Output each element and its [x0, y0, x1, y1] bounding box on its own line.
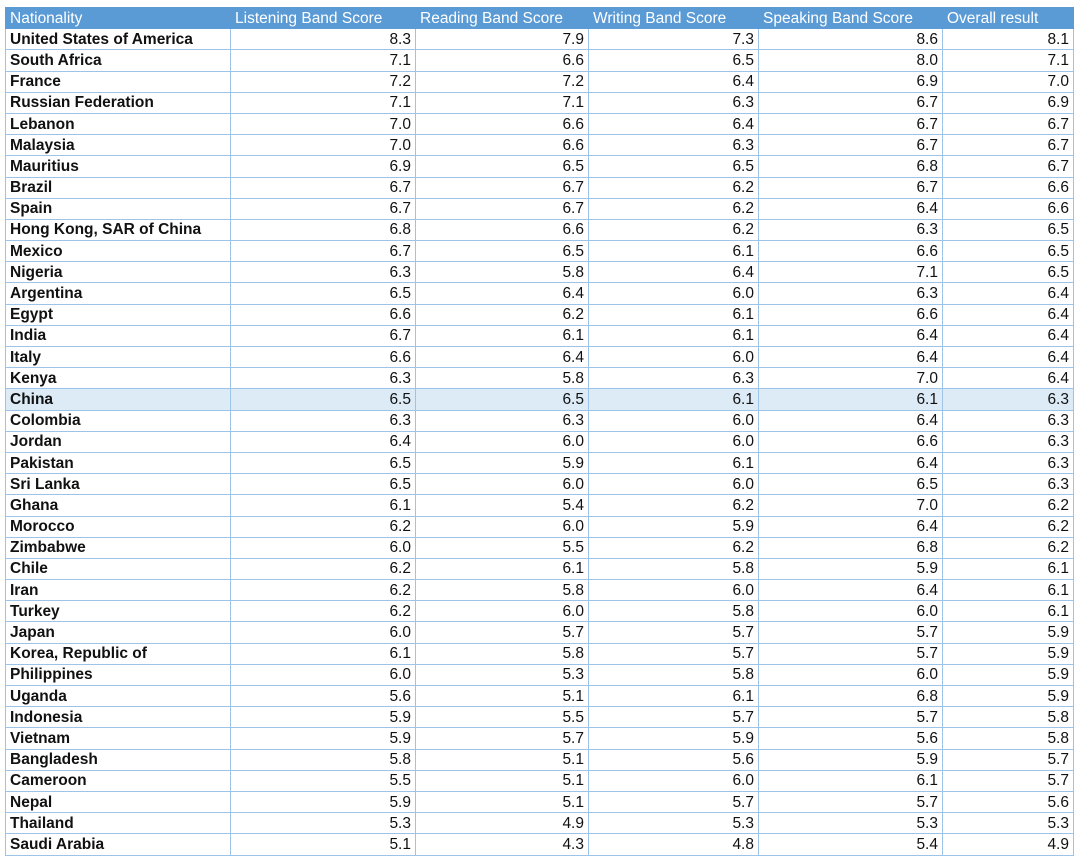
- cell-speaking[interactable]: 6.0: [759, 664, 943, 685]
- cell-writing[interactable]: 5.8: [589, 558, 759, 579]
- cell-overall[interactable]: 6.1: [943, 580, 1074, 601]
- table-row: [6, 198, 1074, 219]
- cell-reading[interactable]: 6.5: [416, 389, 589, 410]
- cell-overall[interactable]: 6.4: [943, 304, 1074, 325]
- cell-listening[interactable]: 6.5: [231, 283, 416, 304]
- table-row: [6, 368, 1074, 389]
- cell-reading[interactable]: 6.4: [416, 347, 589, 368]
- cell-listening[interactable]: 5.1: [231, 834, 416, 855]
- table-row: [6, 410, 1074, 431]
- cell-speaking[interactable]: 6.7: [759, 113, 943, 134]
- cell-writing[interactable]: 6.2: [589, 219, 759, 240]
- cell-speaking[interactable]: 6.8: [759, 156, 943, 177]
- cell-listening[interactable]: 5.3: [231, 813, 416, 834]
- table-row: [6, 516, 1074, 537]
- cell-listening[interactable]: 6.0: [231, 537, 416, 558]
- cell-overall[interactable]: 6.4: [943, 368, 1074, 389]
- cell-writing[interactable]: 6.0: [589, 770, 759, 791]
- cell-listening[interactable]: 6.7: [231, 198, 416, 219]
- table-row: [6, 791, 1074, 812]
- header-writing[interactable]: Writing Band Score: [589, 8, 759, 29]
- cell-listening[interactable]: 6.3: [231, 262, 416, 283]
- cell-listening[interactable]: 6.9: [231, 156, 416, 177]
- cell-listening[interactable]: 6.4: [231, 431, 416, 452]
- cell-overall[interactable]: 5.9: [943, 643, 1074, 664]
- cell-overall[interactable]: 6.7: [943, 135, 1074, 156]
- cell-listening[interactable]: 6.1: [231, 495, 416, 516]
- cell-overall[interactable]: 6.4: [943, 325, 1074, 346]
- cell-listening[interactable]: 5.9: [231, 791, 416, 812]
- cell-writing[interactable]: 6.3: [589, 368, 759, 389]
- cell-writing[interactable]: 6.0: [589, 410, 759, 431]
- cell-speaking[interactable]: 6.0: [759, 601, 943, 622]
- cell-nationality[interactable]: Nepal: [6, 791, 231, 812]
- cell-reading[interactable]: 6.7: [416, 198, 589, 219]
- cell-overall[interactable]: 6.5: [943, 241, 1074, 262]
- cell-speaking[interactable]: 6.4: [759, 347, 943, 368]
- cell-writing[interactable]: 6.4: [589, 113, 759, 134]
- table-row: [6, 113, 1074, 134]
- cell-overall[interactable]: 5.9: [943, 686, 1074, 707]
- cell-speaking[interactable]: 6.3: [759, 219, 943, 240]
- header-listening[interactable]: Listening Band Score: [231, 8, 416, 29]
- cell-overall[interactable]: 5.7: [943, 770, 1074, 791]
- cell-nationality[interactable]: Iran: [6, 580, 231, 601]
- cell-reading[interactable]: 6.0: [416, 431, 589, 452]
- cell-nationality[interactable]: Cameroon: [6, 770, 231, 791]
- cell-speaking[interactable]: 7.1: [759, 262, 943, 283]
- cell-speaking[interactable]: 5.7: [759, 791, 943, 812]
- cell-reading[interactable]: 5.8: [416, 262, 589, 283]
- cell-listening[interactable]: 6.0: [231, 664, 416, 685]
- cell-writing[interactable]: 6.1: [589, 452, 759, 473]
- cell-reading[interactable]: 5.7: [416, 728, 589, 749]
- cell-listening[interactable]: 8.3: [231, 29, 416, 50]
- cell-nationality[interactable]: Korea, Republic of: [6, 643, 231, 664]
- cell-speaking[interactable]: 6.4: [759, 198, 943, 219]
- header-nationality[interactable]: Nationality: [6, 8, 231, 29]
- cell-reading[interactable]: 4.9: [416, 813, 589, 834]
- cell-speaking[interactable]: 6.4: [759, 580, 943, 601]
- cell-writing[interactable]: 5.7: [589, 791, 759, 812]
- cell-speaking[interactable]: 6.6: [759, 431, 943, 452]
- cell-listening[interactable]: 7.0: [231, 135, 416, 156]
- cell-nationality[interactable]: Ghana: [6, 495, 231, 516]
- cell-writing[interactable]: 6.1: [589, 389, 759, 410]
- cell-speaking[interactable]: 6.5: [759, 474, 943, 495]
- cell-nationality[interactable]: Thailand: [6, 813, 231, 834]
- cell-speaking[interactable]: 8.0: [759, 50, 943, 71]
- cell-overall[interactable]: 6.9: [943, 92, 1074, 113]
- scores-table: [5, 7, 1074, 856]
- cell-speaking[interactable]: 5.4: [759, 834, 943, 855]
- cell-nationality[interactable]: Nigeria: [6, 262, 231, 283]
- cell-speaking[interactable]: 6.4: [759, 325, 943, 346]
- cell-listening[interactable]: 7.1: [231, 92, 416, 113]
- cell-speaking[interactable]: 5.7: [759, 707, 943, 728]
- cell-reading[interactable]: 5.4: [416, 495, 589, 516]
- cell-listening[interactable]: 6.2: [231, 580, 416, 601]
- table-row: [6, 452, 1074, 473]
- cell-reading[interactable]: 6.7: [416, 177, 589, 198]
- cell-listening[interactable]: 6.7: [231, 325, 416, 346]
- cell-writing[interactable]: 6.1: [589, 241, 759, 262]
- table-row: [6, 71, 1074, 92]
- cell-nationality[interactable]: South Africa: [6, 50, 231, 71]
- table-row: [6, 474, 1074, 495]
- cell-listening[interactable]: 7.1: [231, 50, 416, 71]
- cell-reading[interactable]: 6.0: [416, 474, 589, 495]
- cell-reading[interactable]: 5.1: [416, 686, 589, 707]
- cell-writing[interactable]: 6.5: [589, 50, 759, 71]
- cell-listening[interactable]: 5.6: [231, 686, 416, 707]
- cell-writing[interactable]: 6.5: [589, 156, 759, 177]
- table-row: [6, 537, 1074, 558]
- cell-reading[interactable]: 5.1: [416, 770, 589, 791]
- cell-speaking[interactable]: 8.6: [759, 29, 943, 50]
- table-row: [6, 728, 1074, 749]
- cell-nationality[interactable]: Colombia: [6, 410, 231, 431]
- cell-nationality[interactable]: Vietnam: [6, 728, 231, 749]
- cell-writing[interactable]: 6.0: [589, 283, 759, 304]
- cell-reading[interactable]: 5.3: [416, 664, 589, 685]
- cell-writing[interactable]: 5.7: [589, 622, 759, 643]
- cell-overall[interactable]: 6.2: [943, 537, 1074, 558]
- cell-reading[interactable]: 6.6: [416, 113, 589, 134]
- cell-writing[interactable]: 6.0: [589, 431, 759, 452]
- cell-writing[interactable]: 5.7: [589, 707, 759, 728]
- table-row: [6, 580, 1074, 601]
- cell-nationality[interactable]: Sri Lanka: [6, 474, 231, 495]
- cell-reading[interactable]: 6.3: [416, 410, 589, 431]
- cell-overall[interactable]: 6.7: [943, 156, 1074, 177]
- cell-speaking[interactable]: 6.1: [759, 770, 943, 791]
- table-row: [6, 431, 1074, 452]
- cell-reading[interactable]: 5.1: [416, 791, 589, 812]
- cell-speaking[interactable]: 6.7: [759, 135, 943, 156]
- table-row: [6, 643, 1074, 664]
- table-row: [6, 283, 1074, 304]
- cell-reading[interactable]: 6.5: [416, 241, 589, 262]
- header-reading[interactable]: Reading Band Score: [416, 8, 589, 29]
- table-row: [6, 304, 1074, 325]
- table-row: [6, 389, 1074, 410]
- cell-speaking[interactable]: 6.6: [759, 304, 943, 325]
- cell-overall[interactable]: 5.9: [943, 664, 1074, 685]
- cell-nationality[interactable]: Lebanon: [6, 113, 231, 134]
- header-overall[interactable]: Overall result: [943, 8, 1074, 29]
- table-row: [6, 241, 1074, 262]
- cell-speaking[interactable]: 7.0: [759, 368, 943, 389]
- cell-nationality[interactable]: Zimbabwe: [6, 537, 231, 558]
- cell-listening[interactable]: 6.3: [231, 368, 416, 389]
- cell-writing[interactable]: 5.9: [589, 728, 759, 749]
- header-speaking[interactable]: Speaking Band Score: [759, 8, 943, 29]
- cell-reading[interactable]: 6.1: [416, 325, 589, 346]
- table-body: [6, 29, 1074, 855]
- cell-speaking[interactable]: 7.0: [759, 495, 943, 516]
- cell-nationality[interactable]: Russian Federation: [6, 92, 231, 113]
- cell-nationality[interactable]: Indonesia: [6, 707, 231, 728]
- cell-overall[interactable]: 7.1: [943, 50, 1074, 71]
- cell-reading[interactable]: 6.5: [416, 156, 589, 177]
- cell-nationality[interactable]: Morocco: [6, 516, 231, 537]
- cell-speaking[interactable]: 6.3: [759, 283, 943, 304]
- cell-speaking[interactable]: 6.4: [759, 410, 943, 431]
- cell-overall[interactable]: 6.3: [943, 452, 1074, 473]
- cell-overall[interactable]: 6.2: [943, 516, 1074, 537]
- cell-speaking[interactable]: 6.9: [759, 71, 943, 92]
- cell-reading[interactable]: 6.6: [416, 219, 589, 240]
- cell-nationality[interactable]: India: [6, 325, 231, 346]
- table-row: [6, 219, 1074, 240]
- cell-speaking[interactable]: 6.8: [759, 537, 943, 558]
- cell-nationality[interactable]: Spain: [6, 198, 231, 219]
- cell-listening[interactable]: 6.5: [231, 452, 416, 473]
- cell-listening[interactable]: 6.1: [231, 643, 416, 664]
- cell-writing[interactable]: 6.3: [589, 92, 759, 113]
- table-row: [6, 707, 1074, 728]
- cell-writing[interactable]: 6.1: [589, 304, 759, 325]
- table-row: [6, 262, 1074, 283]
- cell-nationality[interactable]: Saudi Arabia: [6, 834, 231, 855]
- cell-speaking[interactable]: 6.7: [759, 92, 943, 113]
- cell-reading[interactable]: 6.0: [416, 601, 589, 622]
- cell-listening[interactable]: 6.0: [231, 622, 416, 643]
- cell-writing[interactable]: 5.7: [589, 643, 759, 664]
- cell-nationality[interactable]: Mexico: [6, 241, 231, 262]
- cell-overall[interactable]: 5.7: [943, 749, 1074, 770]
- cell-writing[interactable]: 5.3: [589, 813, 759, 834]
- cell-speaking[interactable]: 6.6: [759, 241, 943, 262]
- cell-speaking[interactable]: 5.7: [759, 622, 943, 643]
- cell-reading[interactable]: 7.9: [416, 29, 589, 50]
- cell-overall[interactable]: 5.6: [943, 791, 1074, 812]
- cell-speaking[interactable]: 6.4: [759, 452, 943, 473]
- cell-listening[interactable]: 6.7: [231, 177, 416, 198]
- cell-nationality[interactable]: Turkey: [6, 601, 231, 622]
- cell-listening[interactable]: 6.6: [231, 347, 416, 368]
- cell-overall[interactable]: 6.4: [943, 283, 1074, 304]
- cell-listening[interactable]: 6.7: [231, 241, 416, 262]
- cell-reading[interactable]: 6.1: [416, 558, 589, 579]
- cell-speaking[interactable]: 5.6: [759, 728, 943, 749]
- cell-listening[interactable]: 5.9: [231, 728, 416, 749]
- cell-writing[interactable]: 7.3: [589, 29, 759, 50]
- cell-overall[interactable]: 6.2: [943, 495, 1074, 516]
- cell-speaking[interactable]: 6.4: [759, 516, 943, 537]
- cell-reading[interactable]: 6.2: [416, 304, 589, 325]
- cell-overall[interactable]: 6.3: [943, 389, 1074, 410]
- cell-writing[interactable]: 6.2: [589, 495, 759, 516]
- cell-speaking[interactable]: 5.7: [759, 643, 943, 664]
- cell-listening[interactable]: 6.2: [231, 601, 416, 622]
- cell-listening[interactable]: 6.5: [231, 474, 416, 495]
- cell-nationality[interactable]: China: [6, 389, 231, 410]
- cell-nationality[interactable]: France: [6, 71, 231, 92]
- table-row: [6, 664, 1074, 685]
- cell-listening[interactable]: 6.5: [231, 389, 416, 410]
- table-row: [6, 622, 1074, 643]
- cell-listening[interactable]: 6.2: [231, 558, 416, 579]
- cell-overall[interactable]: 6.1: [943, 601, 1074, 622]
- cell-reading[interactable]: 7.2: [416, 71, 589, 92]
- cell-reading[interactable]: 6.4: [416, 283, 589, 304]
- cell-reading[interactable]: 6.0: [416, 516, 589, 537]
- cell-listening[interactable]: 5.9: [231, 707, 416, 728]
- cell-writing[interactable]: 6.4: [589, 262, 759, 283]
- cell-overall[interactable]: 8.1: [943, 29, 1074, 50]
- cell-reading[interactable]: 7.1: [416, 92, 589, 113]
- cell-overall[interactable]: 4.9: [943, 834, 1074, 855]
- table-row: [6, 495, 1074, 516]
- table-row: [6, 749, 1074, 770]
- cell-writing[interactable]: 4.8: [589, 834, 759, 855]
- cell-listening[interactable]: 5.8: [231, 749, 416, 770]
- cell-listening[interactable]: 6.2: [231, 516, 416, 537]
- cell-speaking[interactable]: 5.9: [759, 558, 943, 579]
- cell-nationality[interactable]: Argentina: [6, 283, 231, 304]
- cell-nationality[interactable]: Uganda: [6, 686, 231, 707]
- table-row: [6, 29, 1074, 50]
- cell-writing[interactable]: 5.8: [589, 664, 759, 685]
- cell-overall[interactable]: 6.5: [943, 219, 1074, 240]
- cell-reading[interactable]: 5.8: [416, 368, 589, 389]
- cell-writing[interactable]: 6.1: [589, 325, 759, 346]
- cell-nationality[interactable]: Pakistan: [6, 452, 231, 473]
- cell-writing[interactable]: 6.2: [589, 177, 759, 198]
- cell-overall[interactable]: 5.3: [943, 813, 1074, 834]
- cell-reading[interactable]: 4.3: [416, 834, 589, 855]
- cell-reading[interactable]: 5.7: [416, 622, 589, 643]
- cell-writing[interactable]: 5.9: [589, 516, 759, 537]
- cell-listening[interactable]: 7.0: [231, 113, 416, 134]
- cell-nationality[interactable]: Mauritius: [6, 156, 231, 177]
- cell-nationality[interactable]: Japan: [6, 622, 231, 643]
- cell-writing[interactable]: 6.0: [589, 347, 759, 368]
- cell-writing[interactable]: 6.2: [589, 198, 759, 219]
- header-row: [6, 8, 1074, 29]
- cell-overall[interactable]: 6.7: [943, 113, 1074, 134]
- cell-nationality[interactable]: Kenya: [6, 368, 231, 389]
- cell-reading[interactable]: 5.5: [416, 537, 589, 558]
- cell-writing[interactable]: 6.2: [589, 537, 759, 558]
- cell-nationality[interactable]: Hong Kong, SAR of China: [6, 219, 231, 240]
- table-row: [6, 770, 1074, 791]
- cell-reading[interactable]: 5.8: [416, 643, 589, 664]
- cell-listening[interactable]: 7.2: [231, 71, 416, 92]
- cell-nationality[interactable]: Egypt: [6, 304, 231, 325]
- cell-overall[interactable]: 6.6: [943, 177, 1074, 198]
- cell-nationality[interactable]: Italy: [6, 347, 231, 368]
- cell-writing[interactable]: 5.8: [589, 601, 759, 622]
- cell-overall[interactable]: 6.6: [943, 198, 1074, 219]
- cell-nationality[interactable]: Malaysia: [6, 135, 231, 156]
- cell-writing[interactable]: 5.6: [589, 749, 759, 770]
- table-row: [6, 601, 1074, 622]
- cell-overall[interactable]: 6.3: [943, 431, 1074, 452]
- table-row: [6, 135, 1074, 156]
- cell-nationality[interactable]: United States of America: [6, 29, 231, 50]
- table-row: [6, 834, 1074, 855]
- cell-listening[interactable]: 6.3: [231, 410, 416, 431]
- cell-listening[interactable]: 6.6: [231, 304, 416, 325]
- cell-overall[interactable]: 6.3: [943, 474, 1074, 495]
- cell-writing[interactable]: 6.0: [589, 580, 759, 601]
- cell-overall[interactable]: 7.0: [943, 71, 1074, 92]
- cell-reading[interactable]: 5.1: [416, 749, 589, 770]
- cell-reading[interactable]: 5.8: [416, 580, 589, 601]
- cell-writing[interactable]: 6.1: [589, 686, 759, 707]
- cell-writing[interactable]: 6.4: [589, 71, 759, 92]
- cell-overall[interactable]: 5.9: [943, 622, 1074, 643]
- table-row: [6, 325, 1074, 346]
- table-row: [6, 347, 1074, 368]
- cell-speaking[interactable]: 6.8: [759, 686, 943, 707]
- cell-reading[interactable]: 6.6: [416, 50, 589, 71]
- cell-overall[interactable]: 5.8: [943, 728, 1074, 749]
- cell-overall[interactable]: 6.1: [943, 558, 1074, 579]
- cell-overall[interactable]: 6.4: [943, 347, 1074, 368]
- cell-nationality[interactable]: Brazil: [6, 177, 231, 198]
- table-row: [6, 177, 1074, 198]
- table-row: [6, 686, 1074, 707]
- table-row: [6, 50, 1074, 71]
- cell-listening[interactable]: 6.8: [231, 219, 416, 240]
- table-row: [6, 156, 1074, 177]
- cell-reading[interactable]: 5.5: [416, 707, 589, 728]
- cell-writing[interactable]: 6.3: [589, 135, 759, 156]
- cell-speaking[interactable]: 6.1: [759, 389, 943, 410]
- cell-listening[interactable]: 5.5: [231, 770, 416, 791]
- cell-overall[interactable]: 5.8: [943, 707, 1074, 728]
- cell-speaking[interactable]: 5.9: [759, 749, 943, 770]
- table-row: [6, 92, 1074, 113]
- cell-overall[interactable]: 6.5: [943, 262, 1074, 283]
- table-row: [6, 558, 1074, 579]
- cell-reading[interactable]: 5.9: [416, 452, 589, 473]
- cell-nationality[interactable]: Philippines: [6, 664, 231, 685]
- cell-overall[interactable]: 6.3: [943, 410, 1074, 431]
- cell-nationality[interactable]: Chile: [6, 558, 231, 579]
- cell-nationality[interactable]: Jordan: [6, 431, 231, 452]
- cell-reading[interactable]: 6.6: [416, 135, 589, 156]
- table-row: [6, 813, 1074, 834]
- cell-nationality[interactable]: Bangladesh: [6, 749, 231, 770]
- cell-speaking[interactable]: 6.7: [759, 177, 943, 198]
- cell-writing[interactable]: 6.0: [589, 474, 759, 495]
- cell-speaking[interactable]: 5.3: [759, 813, 943, 834]
